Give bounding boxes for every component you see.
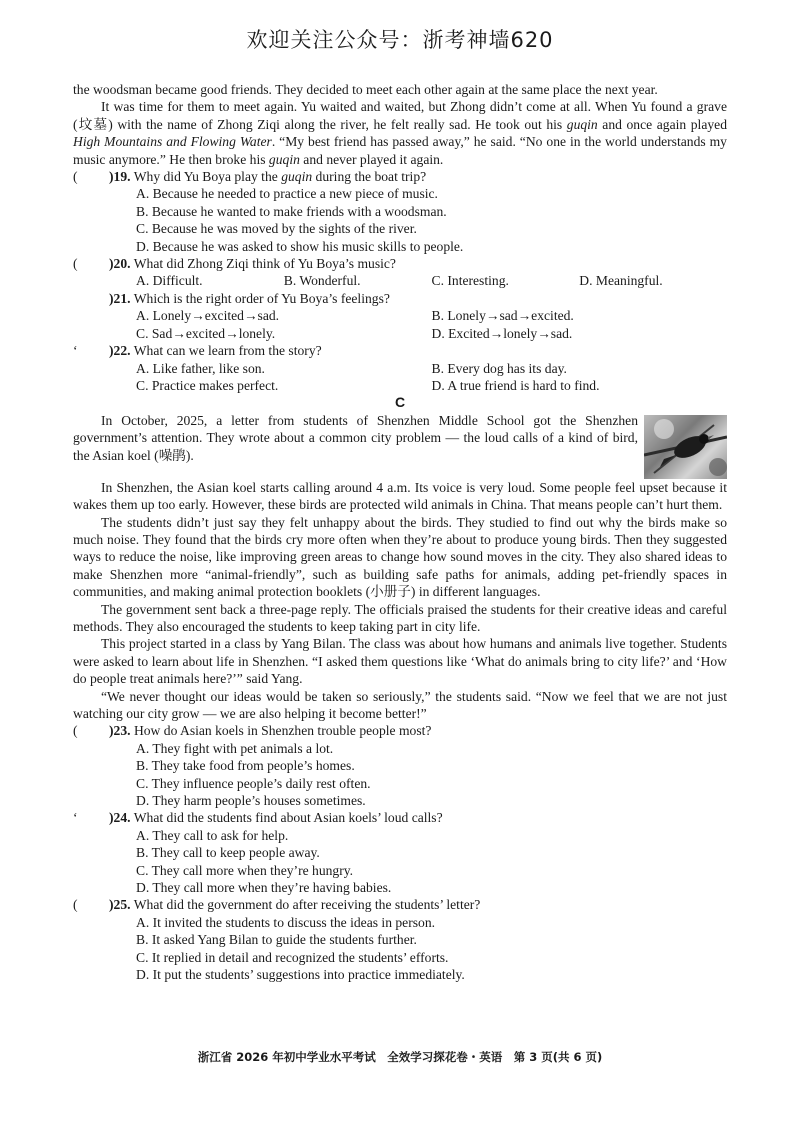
q19-option-b[interactable]: B. Because he wanted to make friends with a woodsman. (136, 203, 447, 219)
q21-option-a[interactable]: A. Lonely→excited→sad. (136, 308, 280, 324)
q25-option-b[interactable]: B. It asked Yang Bilan to guide the students further. (136, 932, 417, 948)
q22-option-a[interactable]: A. Like father, like son. (136, 360, 265, 376)
question-23: ( )23. How do Asian koels in Shenzhen trouble people most? (73, 723, 432, 739)
question-20: ( )20. What did Zhong Ziqi think of Yu Boya’s music? (73, 256, 396, 272)
q19-option-c[interactable]: C. Because he was moved by the sights of the river. (136, 221, 417, 237)
passage-c-paragraph-2: In Shenzhen, the Asian koel starts calling around 4 a.m. Its voice is very loud. Some people feel upset because it wakes them up too early. However, these birds are protected wild animals in China. That means people can’t hurt them. (73, 479, 727, 513)
q24-option-b[interactable]: B. They call to keep people away. (136, 845, 320, 861)
q20-option-b[interactable]: B. Wonderful. (283, 273, 361, 289)
q23-option-a[interactable]: A. They fight with pet animals a lot. (136, 740, 334, 756)
q21-option-d[interactable]: D. Excited→lonely→sad. (431, 325, 573, 341)
q22-option-c[interactable]: C. Practice makes perfect. (136, 377, 279, 393)
q23-option-b[interactable]: B. They take food from people’s homes. (136, 758, 355, 774)
intro-paragraph-2 (73, 98, 727, 168)
q25-option-d[interactable]: D. It put the students’ suggestions into practice immediately. (136, 967, 465, 983)
question-22: ʻ )22. What can we learn from the story? (73, 343, 322, 359)
passage-c-paragraph-3: The students didn’t just say they felt unhappy about the birds. They studied to find out why the birds make so much noise. They found that the birds cry more often when they’re about to produce young birds. Then they suggested ways to reduce the noise, like improving green areas to change how sound moves in the city. They also shared ideas to make Shenzhen more “animal-friendly”, such as building safe paths for animals, adding pet-friendly spaces in communities, and making animal protection booklets (小册子) in different languages. (73, 514, 727, 600)
q22-options-row2 (136, 377, 727, 394)
q19-option-a[interactable]: A. Because he needed to practice a new piece of music. (136, 186, 438, 202)
page-footer: 浙江省 2026 年初中学业水平考试 全效学习探花卷・英语 第 3 页(共 6 页) (197, 1050, 603, 1064)
question-19: ( )19. Why did Yu Boya play the guqin during the boat trip? (73, 169, 427, 185)
q25-option-c[interactable]: C. It replied in detail and recognized the students’ efforts. (136, 949, 449, 965)
question-21: )21. Which is the right order of Yu Boya’s feelings? (109, 290, 390, 306)
q23-option-d[interactable]: D. They harm people’s houses sometimes. (136, 793, 366, 809)
q21-options-row2 (136, 325, 727, 342)
intro-paragraph-1: the woodsman became good friends. They decided to meet each other again at the same place the next year. (73, 82, 658, 97)
q21-options-row1 (136, 307, 727, 324)
q24-option-a[interactable]: A. They call to ask for help. (136, 827, 289, 843)
intro-p2-text: It was time for them to meet again. Yu waited and waited, but Zhong didn’t come at all. When Yu found a grave (坟墓) with the name of Zhong Ziqi along the river, he felt really sad. He took out his guqin and once again played High Mountains and Flowing Water. “My best friend has passed away,” he said. “No one in the world understands my music anymore.” He then broke his guqin and never played it again. (73, 99, 727, 167)
question-24: ʻ )24. What did the students find about Asian koels’ loud calls? (73, 810, 443, 826)
asian-koel-photo (644, 415, 727, 479)
q20-option-d[interactable]: D. Meaningful. (579, 273, 663, 289)
passage-c-paragraph-4: The government sent back a three-page reply. The officials praised the students for their creative ideas and careful methods. They also encouraged the students to keep taking part in city life. (73, 601, 727, 634)
passage-c-paragraph-1: In October, 2025, a letter from students of Shenzhen Middle School got the Shenzhen government’s attention. They wrote about a common city problem — the loud calls of a kind of bird, the Asian koel (噪鹃). (73, 412, 638, 463)
q20-option-a[interactable]: A. Difficult. (136, 273, 203, 289)
bird-image-icon (644, 415, 727, 479)
q19-option-d[interactable]: D. Because he was asked to show his music skills to people. (136, 238, 464, 254)
q23-option-c[interactable]: C. They influence people’s daily rest often. (136, 775, 371, 791)
watermark-header: 欢迎关注公众号：浙考神墙620 (246, 28, 554, 52)
q22-option-b[interactable]: B. Every dog has its day. (431, 360, 567, 376)
q24-option-d[interactable]: D. They call more when they’re having babies. (136, 880, 392, 896)
q22-options-row1 (136, 360, 727, 377)
q20-option-c[interactable]: C. Interesting. (431, 273, 509, 289)
q20-options (136, 272, 727, 289)
q21-option-c[interactable]: C. Sad→excited→lonely. (136, 325, 276, 341)
q22-option-d[interactable]: D. A true friend is hard to find. (431, 377, 600, 393)
passage-c-intro (73, 412, 727, 479)
q21-option-b[interactable]: B. Lonely→sad→excited. (431, 308, 574, 324)
exam-page (73, 81, 727, 984)
q25-option-a[interactable]: A. It invited the students to discuss the ideas in person. (136, 914, 436, 930)
passage-c-paragraph-5: This project started in a class by Yang Bilan. The class was about how humans and animals live together. Students were asked to learn about life in Shenzhen. “I asked them questions like ‘What do animals bring to city life?’ and ‘How do people treat animals here?’” said Yang. (73, 636, 727, 687)
section-c-heading: C (394, 394, 406, 411)
question-25: ( )25. What did the government do after receiving the students’ letter? (73, 897, 481, 913)
passage-c-paragraph-6: “We never thought our ideas would be taken so seriously,” the students said. “Now we feel that we are not just watching our city grow — we are also helping it become better!” (73, 688, 727, 721)
q24-option-c[interactable]: C. They call more when they’re hungry. (136, 862, 354, 878)
